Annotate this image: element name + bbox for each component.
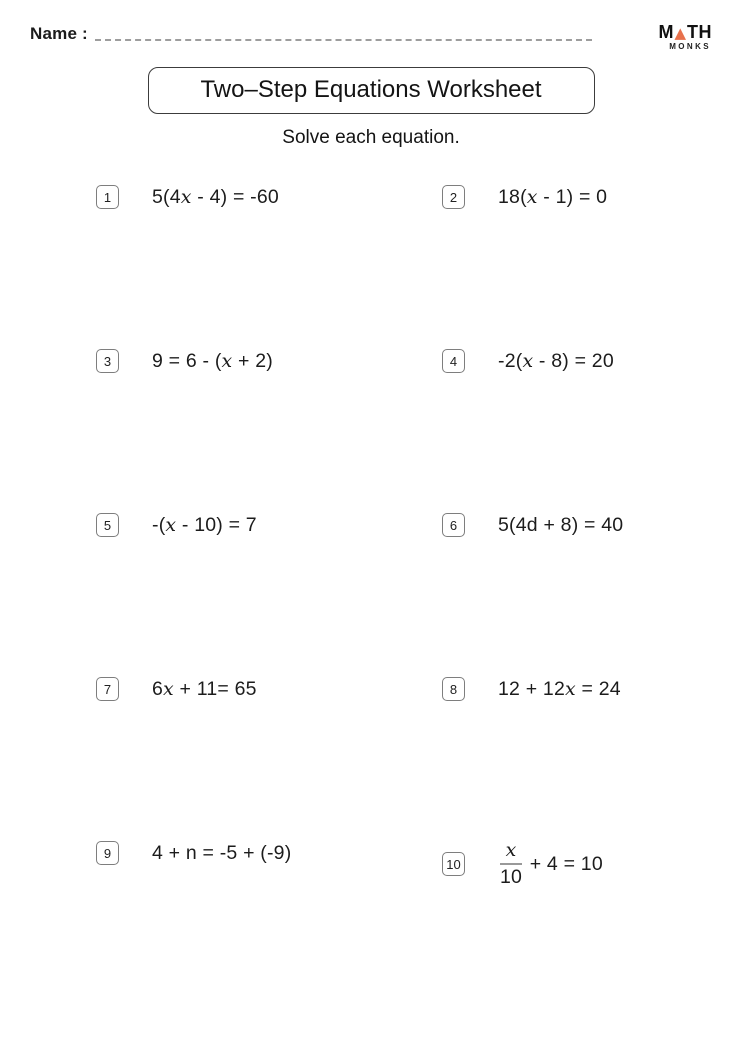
problem-row	[442, 185, 742, 209]
triangle-icon: ▲	[674, 24, 687, 42]
equation-segment: + 11= 65	[173, 677, 257, 700]
equation-segment: 6	[152, 677, 164, 700]
equation-segment: + 4 = 10	[524, 852, 603, 875]
equation-segment: 9 = 6 - (	[152, 349, 222, 372]
variable: x	[522, 350, 534, 372]
problem-number-badge: 6	[442, 513, 465, 537]
equation-text	[152, 350, 273, 373]
equation-segment: = 24	[575, 677, 621, 700]
problem-row	[442, 841, 742, 887]
header	[0, 0, 742, 51]
variable: x	[565, 678, 576, 700]
equation-text	[498, 678, 621, 701]
math-monks-logo	[658, 22, 712, 51]
equation-segment: - 1) = 0	[537, 185, 608, 208]
equation-segment: + 2)	[232, 349, 273, 372]
title-wrap	[0, 67, 742, 114]
equation-text	[498, 186, 607, 209]
variable: x	[163, 678, 174, 700]
problem-number-badge: 10	[442, 852, 465, 876]
equation-segment: 5(4d + 8) = 40	[498, 513, 624, 536]
problem-row	[442, 349, 742, 373]
equation-segment: 12 + 12	[498, 677, 566, 700]
problem-number-badge: 9	[96, 841, 119, 865]
fraction-denominator: 10	[500, 865, 523, 888]
equation-text	[498, 514, 623, 537]
name-row	[30, 24, 592, 44]
logo-wordmark	[658, 22, 712, 43]
logo-text-m: M	[658, 22, 674, 42]
name-label: Name :	[30, 24, 88, 43]
problem-number-badge: 1	[96, 185, 119, 209]
logo-text-th: TH	[687, 22, 712, 42]
variable: x	[165, 514, 177, 536]
equation-text	[152, 186, 279, 209]
problem-number-badge: 7	[96, 677, 119, 701]
equation-segment: 5(4	[152, 185, 181, 208]
worksheet-title: Two–Step Equations Worksheet	[148, 67, 595, 114]
name-fill-line	[95, 39, 592, 41]
problem-row	[96, 349, 442, 373]
variable: x	[221, 350, 233, 372]
equation-text	[152, 678, 257, 701]
equation-segment: -2(	[498, 349, 523, 372]
equation-segment: 4 + n = -5 + (-9)	[152, 841, 292, 864]
problem-row	[442, 677, 742, 701]
variable: x	[180, 186, 192, 208]
fraction-numerator: x	[505, 839, 517, 861]
problem-number-badge: 8	[442, 677, 465, 701]
problem-row	[96, 185, 442, 209]
logo-subtext: MONKS	[669, 42, 711, 51]
problem-number-badge: 4	[442, 349, 465, 373]
problem-row	[96, 841, 442, 865]
equation-segment: -(	[152, 513, 166, 536]
variable: x	[526, 186, 538, 208]
problem-number-badge: 2	[442, 185, 465, 209]
equation-text	[152, 842, 291, 865]
equation-text	[498, 841, 603, 887]
problem-row	[442, 513, 742, 537]
equation-segment: 18(	[498, 185, 527, 208]
instruction-text: Solve each equation.	[282, 127, 460, 148]
equation-text	[152, 514, 257, 537]
equation-segment: - 10) = 7	[176, 513, 257, 536]
equation-segment: - 8) = 20	[533, 349, 614, 372]
problems-grid	[0, 185, 742, 1005]
equation-segment: - 4) = -60	[191, 185, 279, 208]
equation-text	[498, 350, 614, 373]
problem-number-badge: 3	[96, 349, 119, 373]
problem-row	[96, 677, 442, 701]
fraction	[500, 841, 522, 887]
problem-row	[96, 513, 442, 537]
problem-number-badge: 5	[96, 513, 119, 537]
